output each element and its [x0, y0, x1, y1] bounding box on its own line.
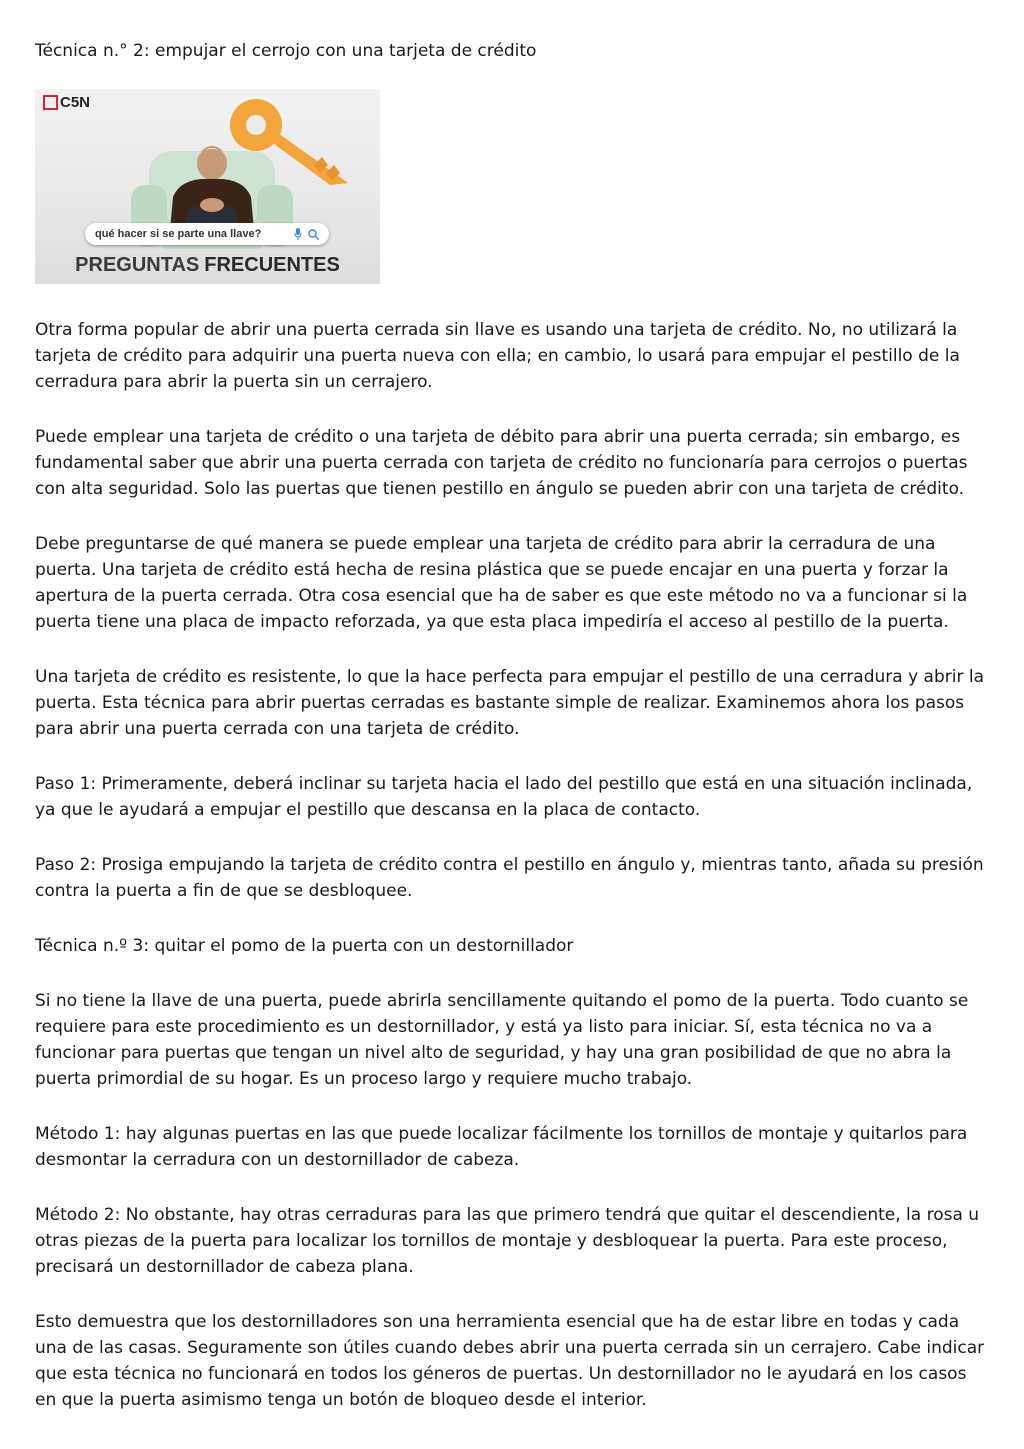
search-icon[interactable]	[308, 229, 319, 240]
banner-word-1: PREGUNTAS	[75, 254, 200, 276]
logo-text: C5N	[60, 94, 91, 111]
paragraph-step-2: Paso 2: Prosiga empujando la tarjeta de crédito contra el pestillo en ángulo y, mientras tanto, añada su presión contra la puerta a fin de que se desbloquee.	[35, 855, 984, 901]
logo-square-icon	[43, 95, 58, 110]
c5n-logo	[43, 94, 90, 111]
paragraph-method-1: Método 1: hay algunas puertas en las que puede localizar fácilmente los tornillos de montaje y quitarlos para desmontar la cerradura con un destornillador de cabeza.	[35, 1124, 968, 1170]
paragraph: Otra forma popular de abrir una puerta cerrada sin llave es usando una tarjeta de crédito. No, no utilizará la tarjeta de crédito para adquirir una puerta nueva con ella; en cambio, lo usará para empujar el pestillo de la cerradura para abrir la puerta sin un cerrajero.	[35, 320, 960, 392]
search-bar[interactable]	[85, 223, 329, 245]
preguntas-frecuentes-banner	[35, 247, 380, 284]
document-page	[35, 38, 993, 1413]
paragraph-method-2: Método 2: No obstante, hay otras cerraduras para las que primero tendrá que quitar el descendiente, la rosa u otras piezas de la puerta para localizar los tornillos de montaje y desbloquear la puerta. Para este proceso, precisará un destornillador de cabeza plana.	[35, 1205, 980, 1277]
section-heading-tecnica-2: Técnica n.° 2: empujar el cerrojo con una tarjeta de crédito	[35, 41, 537, 61]
paragraph: Esto demuestra que los destornilladores son una herramienta esencial que ha de estar libre en todas y cada una de las casas. Seguramente son útiles cuando debes abrir una puerta cerrada sin un cerrajero. Cabe indicar que esta técnica no funcionará en todos los géneros de puertas. Un destornillador no le ayudará en los casos en que la puerta asimismo tenga un botón de bloqueo desde el interior.	[35, 1312, 985, 1410]
paragraph: Si no tiene la llave de una puerta, puede abrirla sencillamente quitando el pomo de la puerta. Todo cuanto se requiere para este procedimiento es un destornillador, y está ya listo para iniciar. Sí, esta técnica no va a funcionar para puertas que tengan un nivel alto de seguridad, y hay una gran posibilidad de que no abra la puerta primordial de su hogar. Es un proceso largo y requiere mucho trabajo.	[35, 991, 969, 1089]
mic-icon[interactable]	[294, 228, 302, 240]
paragraph-step-1: Paso 1: Primeramente, deberá inclinar su tarjeta hacia el lado del pestillo que está en una situación inclinada, ya que le ayudará a empujar el pestillo que descansa en la placa de contacto.	[35, 774, 973, 820]
banner-word-2: FRECUENTES	[204, 254, 340, 276]
paragraph: Una tarjeta de crédito es resistente, lo que la hace perfecta para empujar el pestillo de una cerradura y abrir la puerta. Esta técnica para abrir puertas cerradas es bastante simple de realizar. Examinemos ahora los pasos para abrir una puerta cerrada con una tarjeta de crédito.	[35, 667, 985, 739]
section-heading-tecnica-3: Técnica n.º 3: quitar el pomo de la puerta con un destornillador	[35, 936, 574, 956]
paragraph: Debe preguntarse de qué manera se puede emplear una tarjeta de crédito para abrir la cerradura de una puerta. Una tarjeta de crédito está hecha de resina plástica que se puede encajar en una puerta y forzar la apertura de la puerta cerrada. Otra cosa esencial que ha de saber es que este método no va a funcionar si la puerta tiene una placa de impacto reforzada, ya que esta placa impediría el acceso al pestillo de la puerta.	[35, 534, 968, 632]
search-query-text: qué hacer si se parte una llave?	[95, 228, 262, 240]
paragraph: Puede emplear una tarjeta de crédito o una tarjeta de débito para abrir una puerta cerrada; sin embargo, es fundamental saber que abrir una puerta cerrada con tarjeta de crédito no funcionaría para cerrojos o puertas con alta seguridad. Solo las puertas que tienen pestillo en ángulo se pueden abrir con una tarjeta de crédito.	[35, 427, 968, 499]
video-thumbnail[interactable]	[35, 89, 380, 284]
